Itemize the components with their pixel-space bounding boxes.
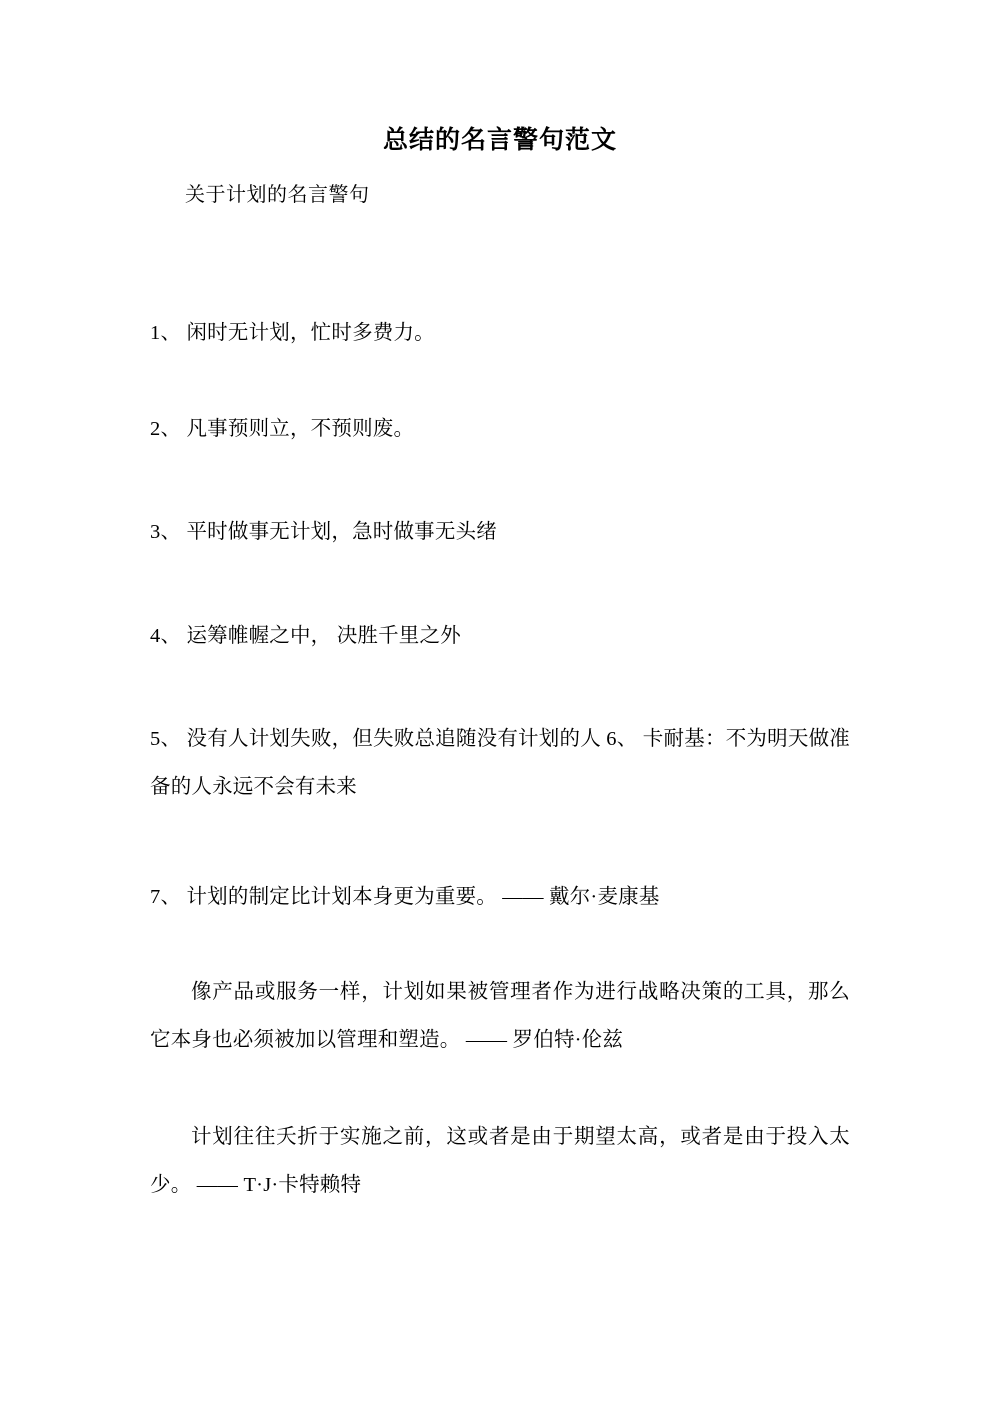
document-subtitle: 关于计划的名言警句 — [185, 184, 370, 206]
quote-paragraph-tj-cartwright: 计划往往夭折于实施之前，这或者是由于期望太高，或者是由于投入太少。 —— T·J·卡特赖特 — [150, 1125, 850, 1196]
quote-paragraph-robert-lunz: 像产品或服务一样，计划如果被管理者作为进行战略决策的工具，那么它本身也必须被加以管理和塑造。 —— 罗伯特·伦兹 — [150, 980, 850, 1051]
quote-item-7: 7、 计划的制定比计划本身更为重要。 —— 戴尔·麦康基 — [150, 885, 660, 908]
quote-item-5-6: 5、 没有人计划失败，但失败总追随没有计划的人 6、 卡耐基：不为明天做准备的人永远不会有未来 — [150, 727, 850, 798]
quote-item-4: 4、 运筹帷幄之中， 决胜千里之外 — [150, 624, 461, 647]
quote-item-3: 3、 平时做事无计划，急时做事无头绪 — [150, 520, 497, 543]
quote-item-2: 2、 凡事预则立，不预则废。 — [150, 417, 415, 440]
page-title: 总结的名言警句范文 — [382, 127, 617, 154]
quote-item-1: 1、 闲时无计划，忙时多费力。 — [150, 321, 435, 344]
